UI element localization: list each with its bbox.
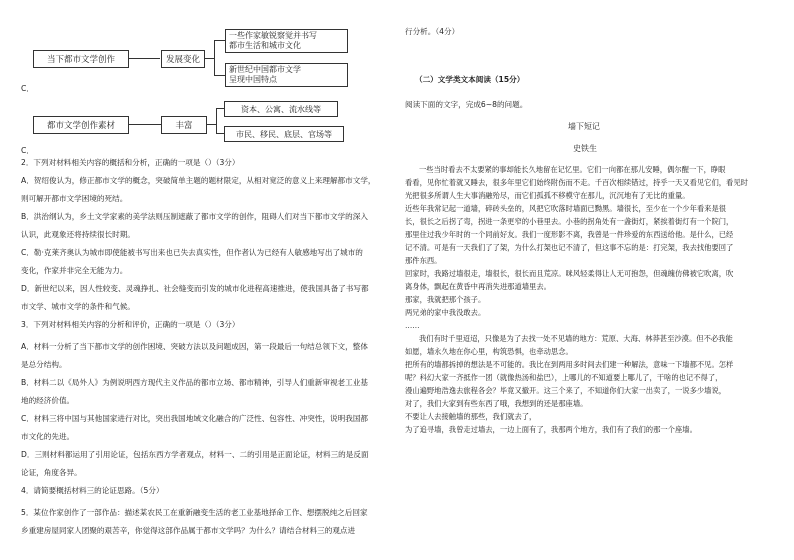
- right-top-line: 行分析。（4分）: [405, 27, 460, 36]
- article-author: 史铁生: [573, 144, 597, 153]
- text-line: 认识，此观象还将持续很长时期。: [21, 230, 135, 239]
- text-line: 离身体，飘起在黄昏中再消失进那道墙里去。: [405, 282, 551, 291]
- text-line: 4．请简要概括材料三的论证思路。（5分）: [21, 486, 164, 495]
- diagram2-branch-bottom: [216, 133, 224, 134]
- text-line: B．洪治纲认为，乡土文学家素的美学法则压制遮蔽了都市文学的创作，阻碍人们对当下都市文学的深入: [21, 212, 368, 221]
- article-title: 墙下短记: [568, 122, 600, 131]
- text-line: C．材料三将中国与其他国家进行对比，突出我国地域文化融合的广泛性、包容性、冲突性，说明我国都: [21, 414, 369, 423]
- text-line: 那家，我就把那个孩子。: [405, 295, 486, 304]
- diagram1-leaf2-line2: 呈现中国特点: [229, 75, 277, 84]
- text-line: 我们有时千里迢迢，只像是为了去找一处不见墙的地方：荒原、大海、林莽甚至沙漠。但不必我能: [419, 334, 733, 343]
- text-line: 市文学、城市文学的条件和气候。: [21, 302, 135, 311]
- text-line: 把所有的墙都拆掉的想法是不可能的。我比在到两用多时间去们建一种解法，意味一下墙都不见。怎样: [405, 360, 734, 369]
- text-line: 论证，角度各异。: [21, 468, 82, 477]
- text-line: 是总分结构。: [21, 360, 67, 369]
- text-line: 则可解开都市文学困境的死结。: [21, 194, 128, 203]
- text-line: ……: [405, 321, 420, 330]
- text-line: 5．某位作家创作了一部作品：描述某农民工在重新融变生活的老工业基地择命工作、想摆脱纯之后回家: [21, 508, 368, 517]
- text-line: C．勒·克莱齐奥认为城市即使能被书写出来也已失去真实性，但作者认为已经有人敏感地写出了城市的: [21, 248, 363, 257]
- text-line: 呢？科幻大家一齐抵作一团（就像热汤和盐巴），上哪儿的不知道要上哪儿了，干啥的也记不得了，: [405, 373, 723, 382]
- diagram2-root-box: 都市文学创作素材: [33, 116, 129, 134]
- text-line: A．材料一分析了当下都市文学的创作困境、突破方法以及问题成因，第一段最后一句结总领下文，整体: [21, 342, 368, 351]
- text-line: 两兄弟的家中我没敢去。: [405, 308, 486, 317]
- text-line: 市文化的先进。: [21, 432, 75, 441]
- text-line: 记不清。可是有一天我们了了架，为什么打架也记不清了，但这事不忘的是：打完架，我去找他要回了: [405, 243, 734, 252]
- text-line: 3．下列对材料相关内容的分析和评价，正确的一项是（）（3分）: [21, 320, 240, 329]
- diagram1-root-box: 当下都市文学创作: [33, 50, 129, 68]
- text-line: 变化，作家并非完全无能为力。: [21, 266, 128, 275]
- text-line: 为了追寻墙，我曾走过墙去，一边上面有了，我那两个地方，我们有了我们的那一个座墙。: [405, 425, 697, 434]
- diagram2-leaf2: 市民、移民、底层、官场等: [224, 126, 344, 142]
- text-line: 漫山遍野地浩逸去旅程各会？毕竟又撤开。这三个来了，不知道你们大家一出卖了，一说多少墙说，: [405, 386, 727, 395]
- diagram1-leaf1-line2: 都市生活和城市文化: [229, 41, 301, 50]
- diagram2-branch-top: [216, 108, 224, 109]
- text-line: A．贺绍俊认为，修正都市文学的概念，突破简单主题的题材限定，从相对宽泛的意义上来理解都市文学，: [21, 176, 376, 185]
- left-questions: [21, 156, 386, 538]
- text-line: 长，很长之后拐了弯，拐进一条更窄的小巷里去。小巷的拐角处有一盏街灯，紧挨着街灯有一个院门，: [405, 217, 734, 226]
- diagram1-leaf1-line1: 一些作家敏锐察觉并书写: [229, 31, 317, 40]
- text-line: 一些当时看去不太要紧的事却能长久地留在记忆里。它们一向都在那儿安睡，偶尔醒一下，睁眼: [419, 165, 726, 174]
- text-line: D．新世纪以来，因人性较变、灵魂挣扎、社会缝变而引发的城市化进程高速推进，使我国具备了书写都: [21, 284, 369, 293]
- section-title: （二）文学类文本阅读（15分）: [415, 75, 525, 84]
- diagram1-mid-box: 发展变化: [161, 50, 205, 68]
- text-line: 近些年我常记起一道墙，碎砖头垒的，风把它吹落时墙面已黝黑。墙很长，至少在一个少年看来是很: [405, 204, 727, 213]
- diagram2-connector: [128, 124, 161, 125]
- diagram1-option-label: C．: [21, 84, 34, 93]
- diagram2-leaf1: 资本、公寓、流水线等: [224, 101, 338, 117]
- text-line: B．材料二以《局外人》为例说明西方现代主义作品的都市立场、都市精神，引导人们重新审视老工业基: [21, 378, 368, 387]
- text-line: 2．下列对材料相关内容的概括和分析，正确的一项是（）（3分）: [21, 158, 240, 167]
- diagram2-option-label: C．: [21, 146, 34, 155]
- text-line: 回家时，我路过墙很走，墙很长，很长而且荒凉。咪风轻柔得让人无可抱怨，但魂魄仿佛被它吹离，吹: [405, 269, 734, 278]
- diagram1-connector: [128, 58, 160, 59]
- text-line: 不要让人去接触墙的那些，我们就去了，: [405, 412, 537, 421]
- text-line: 光把很多所谓人生大事消融殆尽，而它们孤孤不移模守在那儿，沉沉地有了无比的重量。: [405, 191, 690, 200]
- diagram2-branch-v: [216, 108, 217, 134]
- diagram1-branch-h: [204, 58, 214, 59]
- article-body: [405, 163, 775, 436]
- text-line: 如愿，墙永久地在你心里，构筑恐惧，也牵动思念。: [405, 347, 573, 356]
- diagram1-leaf2: [225, 63, 348, 87]
- text-line: 乡重建房屋同家人团聚的艰苦辛，你觉得这部作品属于都市文学吗？为什么？请结合材料三的观点进: [21, 526, 356, 535]
- diagram1-leaf1: [225, 29, 348, 53]
- text-line: 对了，我们大家到有些东西了哦，我想到的还是那座墙。: [405, 399, 588, 408]
- diagram1-branch-bottom: [214, 75, 225, 76]
- text-line: 地的经济价值。: [21, 396, 75, 405]
- text-line: D．三则材料都运用了引用论证，包括东西方学者观点，材料一、二的引用是正面论证，材料三的是反面: [21, 450, 369, 459]
- diagram2-mid-box: 丰富: [161, 116, 207, 134]
- section-intro: 阅读下面的文字，完成6~8的问题。: [405, 100, 528, 109]
- diagram1-branch-top: [214, 40, 225, 41]
- diagram1-leaf2-line1: 新世纪中国都市文学: [229, 65, 301, 74]
- diagram1-branch-v: [214, 40, 215, 76]
- text-line: 看看，见你忙着就又睡去，很多年里它们始终附伤而不走。千百次相续错过，持乎一天又看见它们，看见时: [405, 178, 748, 187]
- diagram2-branch-h: [206, 124, 216, 125]
- text-line: 那件东西。: [405, 256, 442, 265]
- text-line: 那里住过我少年时的一个同前好友。我们一度形影不离，我曾是一件珍爱的东西送给他。是什么，已经: [405, 230, 734, 239]
